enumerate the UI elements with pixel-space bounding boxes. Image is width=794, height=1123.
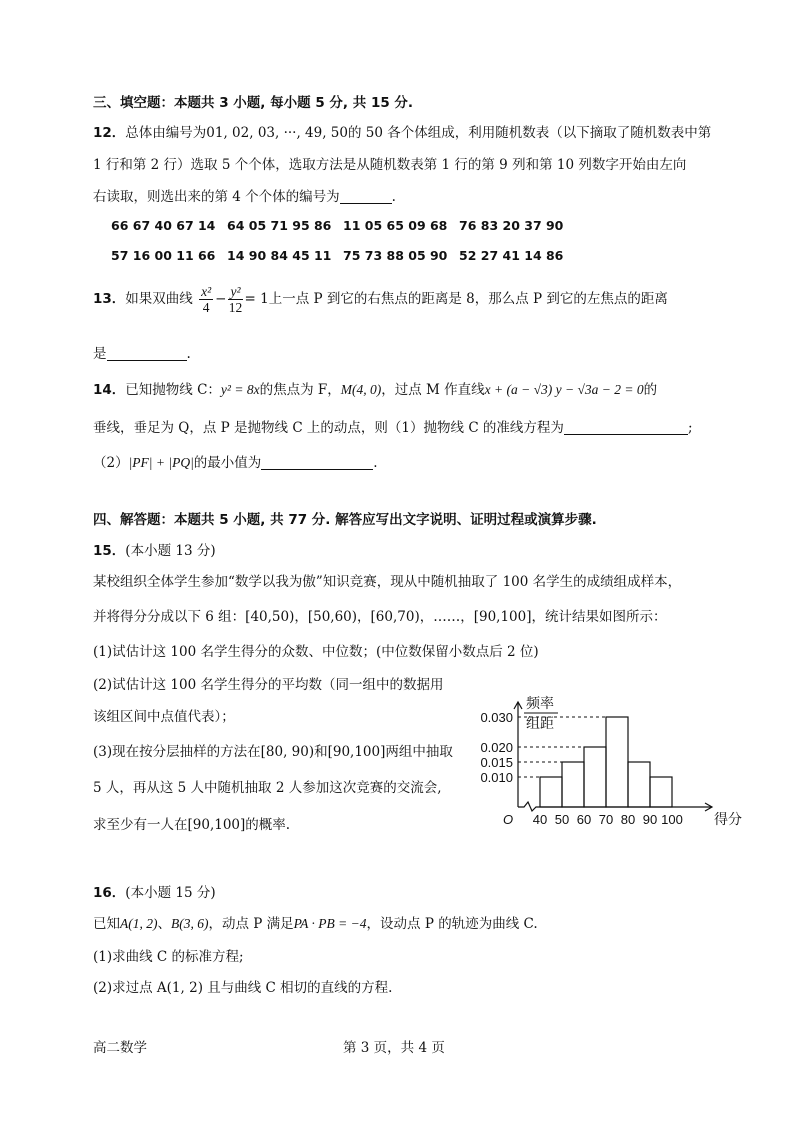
- frac-denominator: 12: [228, 300, 243, 315]
- q14-line2: [93, 416, 693, 436]
- q14-line2-text: 垂线，垂足为 Q，点 P 是抛物线 C 上的动点，则（1）抛物线 C 的准线方程为: [93, 420, 564, 436]
- x-axis-label: 得分: [714, 811, 742, 827]
- x-tick-label: 60: [576, 812, 592, 827]
- y-axis-label-bottom: 组距: [526, 715, 554, 731]
- q16-text-c: ，动点 P 满足: [208, 916, 294, 932]
- random-table-cell: 11 05 65 09 68: [343, 218, 448, 233]
- minus-sign: −: [215, 291, 227, 307]
- q16-paragraph: [93, 912, 538, 932]
- random-table-cell: 64 05 71 95 86: [227, 218, 332, 233]
- q15-score: (本小题 13 分): [125, 543, 216, 559]
- q12-number: 12．: [93, 125, 126, 141]
- histogram-bar: [540, 777, 562, 807]
- y-tick-label: 0.015: [480, 755, 513, 770]
- q14-line3: [93, 451, 378, 471]
- histogram-bar: [584, 747, 606, 807]
- y-tick-label: 0.020: [480, 740, 513, 755]
- random-table-cell: 14 90 84 45 11: [227, 248, 332, 263]
- q16-header: [93, 881, 216, 901]
- random-table-cell: 75 73 88 05 90: [343, 248, 448, 263]
- q14-text-b: 的焦点为 F，: [259, 382, 341, 398]
- x-tick-label: 80: [620, 812, 636, 827]
- q14-period: .: [373, 455, 378, 471]
- q14-line3-a: （2）: [93, 455, 129, 471]
- q16-sub1: (1)求曲线 C 的标准方程;: [93, 949, 244, 965]
- q12-answer-blank[interactable]: [340, 189, 392, 204]
- y-axis-label-top: 频率: [526, 695, 554, 711]
- q16-score: (本小题 15 分): [125, 885, 216, 901]
- frequency-histogram: [470, 672, 742, 842]
- point-b: B(3, 6): [171, 916, 209, 931]
- q12-text-line3: 右读取，则选出来的第 4 个个体的编号为: [93, 189, 340, 205]
- q14-answer-blank-1[interactable]: [564, 420, 688, 435]
- q14-line3-b: 的最小值为: [193, 455, 262, 471]
- random-table-row1: [111, 218, 575, 234]
- parabola-equation: y² = 8x: [220, 382, 260, 397]
- section3-heading: 三、填空题：本题共 3 小题, 每小题 5 分, 共 15 分.: [93, 95, 414, 111]
- q14-text-c: ，过点 M 作直线: [381, 382, 485, 398]
- footer-page-number: 第 3 页，共 4 页: [343, 1040, 445, 1056]
- q16-sub2: (2)求过点 A(1, 2) 且与曲线 C 相切的直线的方程.: [93, 980, 393, 996]
- frac-numerator: y²: [230, 284, 241, 299]
- line-equation: x + (a − √3) y − √3a − 2 = 0: [484, 382, 644, 397]
- q15-sub2-line2: 该组区间中点值代表）；: [93, 709, 235, 725]
- y-tick-label: 0.030: [480, 710, 513, 725]
- q14-text-d: 的: [643, 382, 658, 398]
- q13-line2-text: 是: [93, 346, 107, 362]
- q13-period: .: [186, 346, 191, 362]
- q12-line2: 1 行和第 2 行）选取 5 个个体，选取方法是从随机数表第 1 行的第 9 列和第 10 列数字开始由左向: [93, 157, 687, 173]
- x-tick-label: 70: [598, 812, 614, 827]
- hyperbola-fraction-x: [199, 284, 213, 315]
- dot-product-condition: PA · PB = −4: [293, 916, 367, 931]
- q13-post: 上一点 P 到它的右焦点的距离是 8，那么点 P 到它的左焦点的距离: [268, 291, 668, 307]
- x-tick-label: 40: [532, 812, 548, 827]
- q15-sub1: (1)试估计这 100 名学生得分的众数、中位数；(中位数保留小数点后 2 位): [93, 644, 539, 660]
- histogram-bar: [628, 762, 650, 807]
- origin-label: O: [502, 812, 514, 827]
- random-table-cell: 57 16 00 11 66: [111, 248, 216, 263]
- q16-text-d: ，设动点 P 的轨迹为曲线 C.: [366, 916, 538, 932]
- q14-line1: [93, 378, 657, 398]
- q15-number: 15．: [93, 543, 126, 559]
- x-tick-label: 50: [554, 812, 570, 827]
- point-m: M(4, 0): [340, 382, 382, 397]
- histogram-bar: [606, 717, 628, 807]
- q13-number: 13．: [93, 291, 126, 307]
- x-tick-label: 100: [661, 812, 683, 827]
- q14-semicolon: ;: [687, 420, 693, 436]
- q14-number: 14．: [93, 382, 126, 398]
- q16-text-b: 、: [157, 916, 171, 932]
- q12-text-line1: 总体由编号为01, 02, 03, ···, 49, 50的 50 各个体组成，利用随机数表（以下摘取了随机数表中第: [125, 125, 712, 141]
- q14-answer-blank-2[interactable]: [261, 455, 373, 470]
- q15-sub3-line3: 求至少有一人在[90,100]的概率.: [93, 817, 291, 833]
- histogram-bar: [562, 762, 584, 807]
- q14-text-a: 已知抛物线 C：: [125, 382, 221, 398]
- q16-text-a: 已知: [93, 916, 120, 932]
- q15-paragraph-line1: 某校组织全体学生参加“数学以我为傲”知识竞赛，现从中随机抽取了 100 名学生的成绩组成样本，: [93, 574, 682, 590]
- section4-heading: 四、解答题：本题共 5 小题, 共 77 分. 解答应写出文字说明、证明过程或演算步骤.: [93, 512, 597, 528]
- point-a: A(1, 2): [120, 916, 158, 931]
- q15-sub3-line1: (3)现在按分层抽样的方法在[80, 90)和[90,100]两组中抽取: [93, 744, 453, 760]
- random-table-cell: 66 67 40 67 14: [111, 218, 216, 233]
- random-table-cell: 52 27 41 14 86: [459, 248, 564, 263]
- equals-one: = 1: [244, 291, 269, 307]
- distance-sum-expression: |PF| + |PQ|: [128, 455, 194, 470]
- q15-header: [93, 539, 216, 559]
- histogram-bar: [650, 777, 672, 807]
- q13-answer-blank[interactable]: [107, 346, 187, 361]
- frac-numerator: x²: [201, 284, 212, 299]
- random-table-row2: [111, 248, 575, 264]
- frac-denominator: 4: [202, 300, 210, 315]
- q12-period: .: [391, 189, 396, 205]
- x-tick-label: 90: [642, 812, 658, 827]
- q16-number: 16．: [93, 885, 126, 901]
- random-table-cell: 76 83 20 37 90: [459, 218, 564, 233]
- q12-line1: [93, 121, 711, 141]
- q15-paragraph-line2: 并将得分分成以下 6 组：[40,50)，[50,60)，[60,70)，……，[90,100]，统计结果如图所示：: [93, 609, 667, 625]
- q13-line2: [93, 342, 191, 362]
- hyperbola-fraction-y: [228, 284, 242, 315]
- q12-line3: [93, 185, 396, 205]
- q13-line1: [93, 284, 668, 315]
- y-tick-label: 0.010: [480, 770, 513, 785]
- q13-pre: 如果双曲线: [125, 291, 193, 307]
- footer-subject: 高二数学: [93, 1040, 147, 1056]
- q15-sub2-line1: (2)试估计这 100 名学生得分的平均数（同一组中的数据用: [93, 677, 444, 693]
- q15-sub3-line2: 5 人，再从这 5 人中随机抽取 2 人参加这次竞赛的交流会,: [93, 780, 442, 796]
